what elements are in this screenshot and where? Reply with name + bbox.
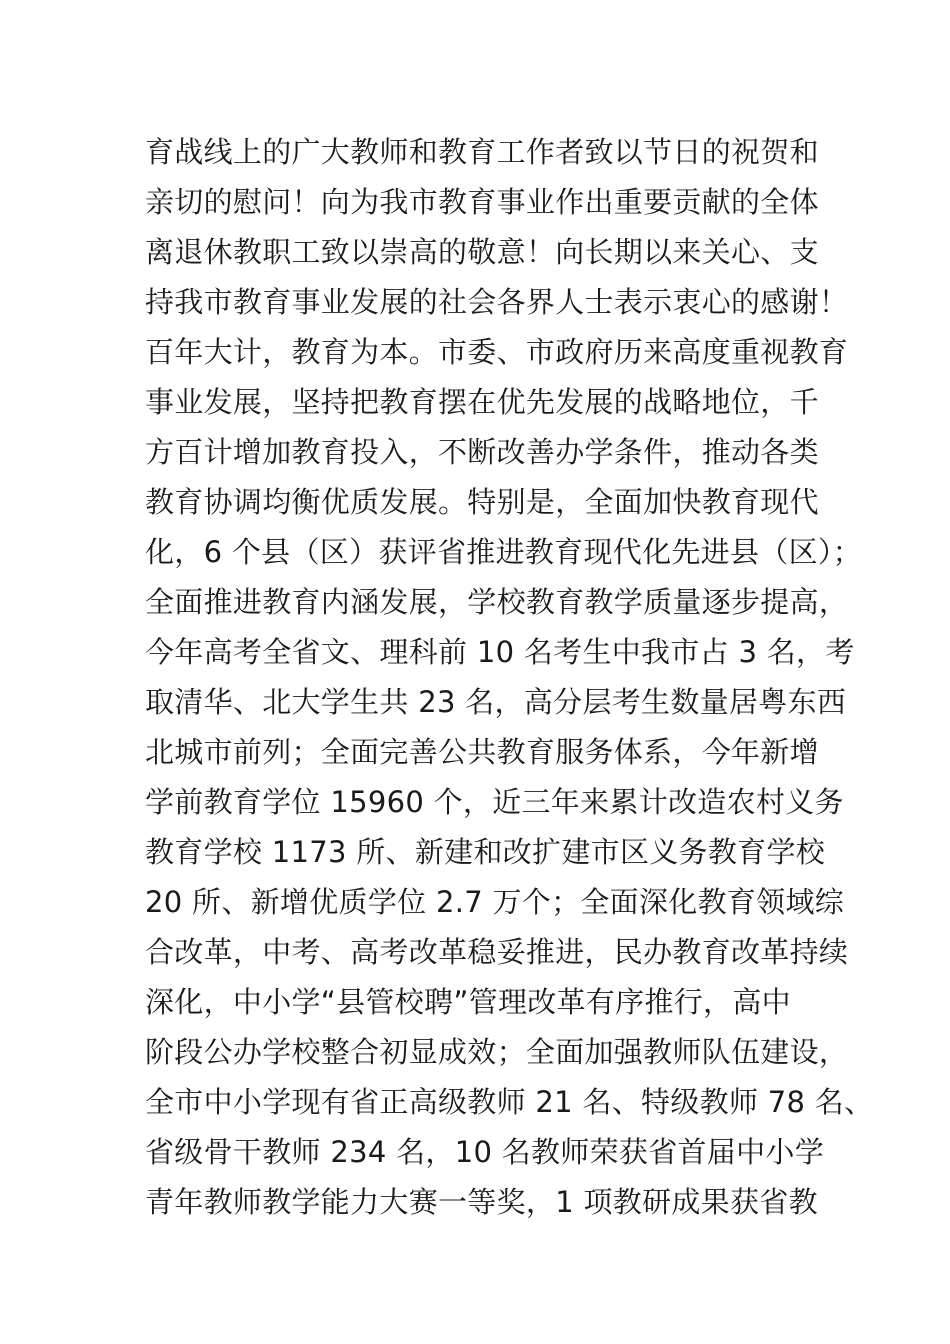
text-line: 深化，中小学“县管校聘”管理改革有序推行，高中 (145, 985, 791, 1019)
body-text (145, 127, 874, 1227)
text-line: 20 所、新增优质学位 2.7 万个；全面深化教育领域综 (145, 885, 845, 919)
text-line: 事业发展，坚持把教育摆在优先发展的战略地位，千 (145, 385, 819, 419)
text-line: 学前教育学位 15960 个，近三年来累计改造农村义务 (145, 785, 844, 819)
text-line: 教育学校 1173 所、新建和改扩建市区义务教育学校 (145, 835, 826, 869)
text-line: 持我市教育事业发展的社会各界人士表示衷心的感谢！ (145, 285, 849, 319)
text-line: 亲切的慰问！向为我市教育事业作出重要贡献的全体 (145, 185, 819, 219)
text-line: 方百计增加教育投入，不断改善办学条件，推动各类 (145, 435, 819, 469)
text-line: 育战线上的广大教师和教育工作者致以节日的祝贺和 (145, 135, 819, 169)
text-line: 离退休教职工致以崇高的敬意！向长期以来关心、支 (145, 235, 819, 269)
text-line: 取清华、北大学生共 23 名，高分层考生数量居粤东西 (145, 685, 847, 719)
text-line: 教育协调均衡优质发展。特别是，全面加快教育现代 (145, 485, 819, 519)
text-line: 省级骨干教师 234 名，10 名教师荣获省首届中小学 (145, 1135, 825, 1169)
text-line: 化，6 个县（区）获评省推进教育现代化先进县（区）； (145, 535, 862, 569)
text-line: 青年教师教学能力大赛一等奖，1 项教研成果获省教 (145, 1185, 818, 1219)
text-line: 合改革，中考、高考改革稳妥推进，民办教育改革持续 (145, 935, 849, 969)
text-line: 北城市前列；全面完善公共教育服务体系，今年新增 (145, 735, 819, 769)
text-line: 全面推进教育内涵发展，学校教育教学质量逐步提高， (145, 585, 849, 619)
text-line: 全市中小学现有省正高级教师 21 名、特级教师 78 名、 (145, 1085, 874, 1119)
text-line: 百年大计，教育为本。市委、市政府历来高度重视教育 (145, 335, 849, 369)
text-line: 今年高考全省文、理科前 10 名考生中我市占 3 名，考 (145, 635, 855, 669)
text-line: 阶段公办学校整合初显成效；全面加强教师队伍建设， (145, 1035, 849, 1069)
